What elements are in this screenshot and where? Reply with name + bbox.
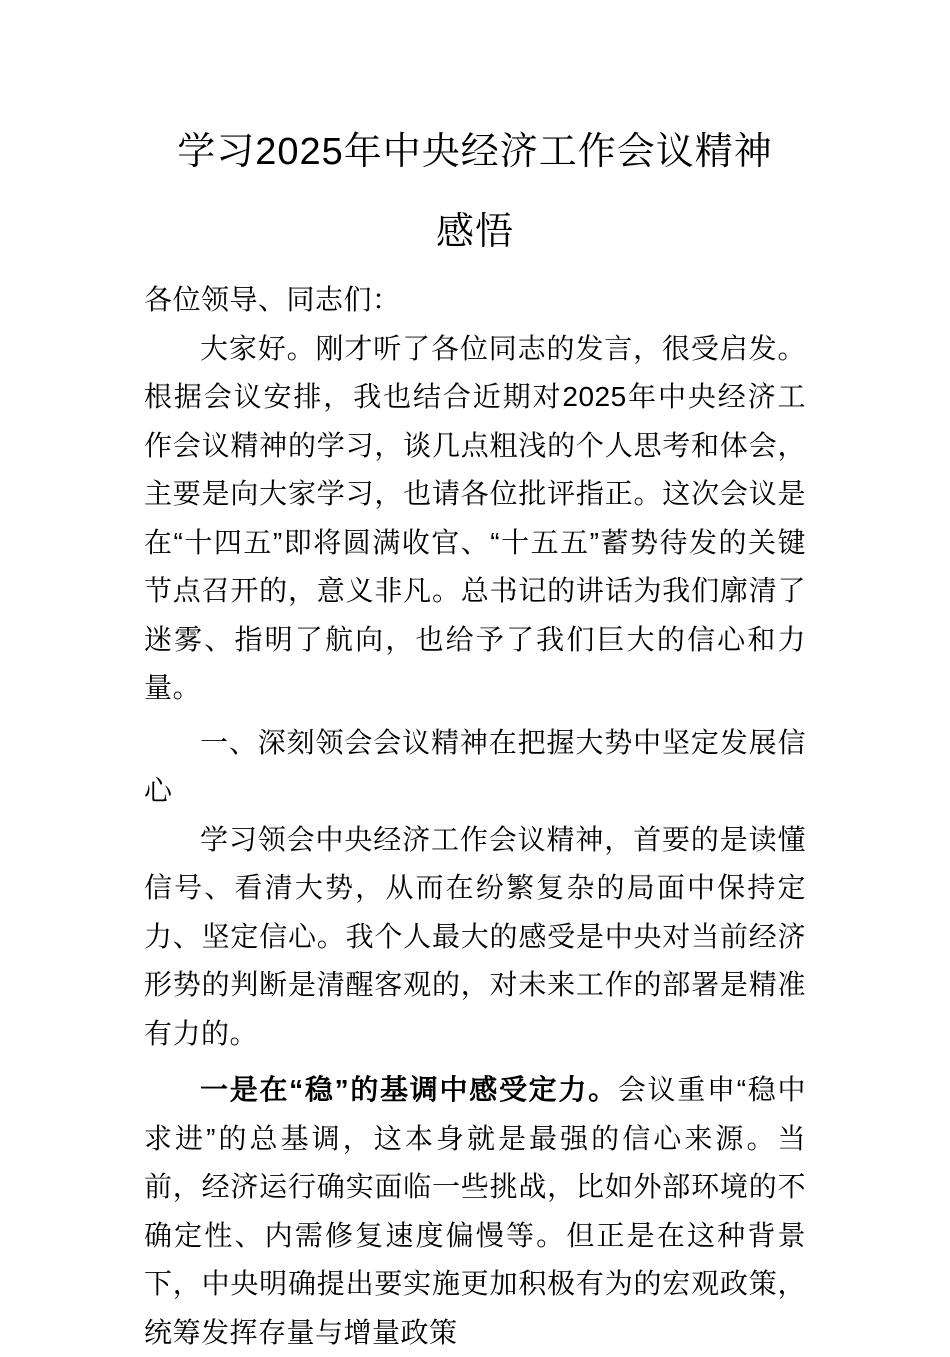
opening-paragraph: 大家好。刚才听了各位同志的发言，很受启发。根据会议安排，我也结合近期对2025年中央经济工作会议精神的学习，谈几点粗浅的个人思考和体会，主要是向大家学习，也请各位批评指正。这次会议是在“十四五”即将圆满收官、“十五五”蓄势待发的关键节点召开的，意义非凡。总书记的讲话为我们廓清了迷雾、指明了航向，也给予了我们巨大的信心和力量。 — [144, 332, 806, 703]
section-1-paragraph: 学习领会中央经济工作会议精神，首要的是读懂信号、看清大势，从而在纷繁复杂的局面中保持定力、坚定信心。我个人最大的感受是中央对当前经济形势的判断是清醒客观的，对未来工作的部署是精准有力的。 — [144, 823, 806, 1049]
section-heading-1: 一、深刻领会会议精神在把握大势中坚定发展信心 — [144, 726, 806, 806]
point-1-paragraph — [144, 1066, 806, 1357]
salutation-line: 各位领导、同志们： — [144, 284, 401, 315]
document-body — [144, 272, 806, 1357]
point-1-bold-lead: 一是在“稳”的基调中感受定力。 — [200, 1074, 618, 1105]
document-title-line-1: 学习2025年中央经济工作会议精神 — [177, 131, 773, 173]
point-1-body-text: 会议重申“稳中求进”的总基调，这本身就是最强的信心来源。当前，经济运行确实面临一些挑战，比如外部环境的不确定性、内需修复速度偏慢等。但正是在这种背景下，中央明确提出要实施更加积极有为的宏观政策，统筹发挥存量与增量政策 — [144, 1074, 806, 1348]
document-title — [144, 0, 806, 272]
document-title-line-2: 感悟 — [435, 211, 514, 253]
